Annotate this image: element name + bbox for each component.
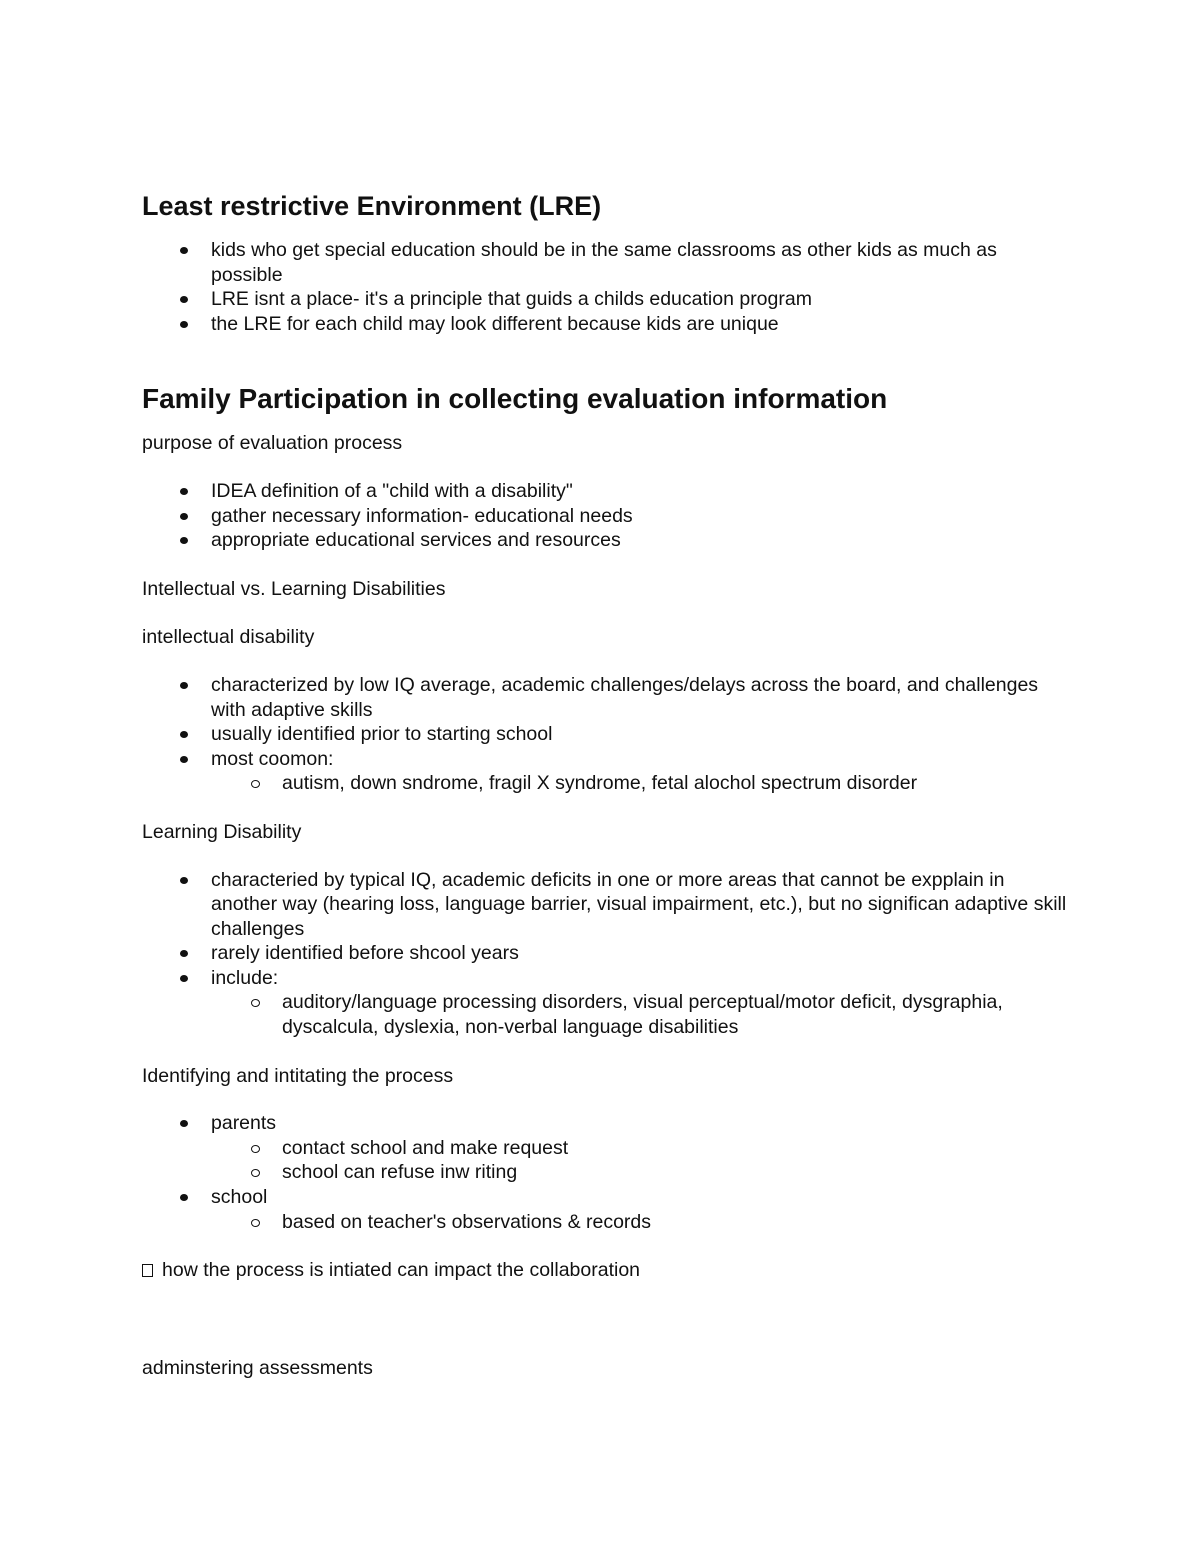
purpose-bullet: IDEA definition of a "child with a disability" <box>142 479 1072 504</box>
purpose-label: purpose of evaluation process <box>142 432 403 455</box>
learning-bullet-list <box>142 868 1072 1040</box>
most-common-label: most coomon: <box>211 747 334 770</box>
lre-bullet: the LRE for each child may look different because kids are unique <box>142 312 1072 337</box>
include-sub-list <box>142 990 1072 1039</box>
school-sub-list <box>142 1210 1072 1235</box>
parents-sub-bullet: school can refuse inw riting <box>211 1160 1072 1185</box>
administering-label: adminstering assessments <box>142 1356 373 1379</box>
intellectual-bullet <box>142 747 1072 796</box>
document-page <box>142 186 1072 1380</box>
intellectual-disability-label: intellectual disability <box>142 626 315 649</box>
blank-line-spacer <box>142 1283 1072 1332</box>
learning-bullet: rarely identified before shcool years <box>142 941 1072 966</box>
intellectual-bullet: characterized by low IQ average, academic challenges/delays across the board, and challenges with adaptive skills <box>142 673 1072 722</box>
school-bullet <box>142 1185 1072 1234</box>
identifying-bullet-list <box>142 1111 1072 1234</box>
parents-sub-list <box>142 1136 1072 1185</box>
checkbox-glyph-icon <box>142 1264 153 1277</box>
impact-note-text: how the process is intiated can impact the collaboration <box>162 1259 641 1282</box>
learning-bullet: characteried by typical IQ, academic deficits in one or more areas that cannot be expplain in another way (hearing loss, language barrier, visual impairment, etc.), but no significan adaptive skill challenges <box>142 868 1072 942</box>
most-common-sub-list <box>142 771 1072 796</box>
family-participation-heading: Family Participation in collecting evaluation information <box>142 383 888 415</box>
school-label: school <box>211 1186 268 1209</box>
parents-sub-bullet: contact school and make request <box>211 1136 1072 1161</box>
school-sub-bullet: based on teacher's observations & records <box>211 1210 1072 1235</box>
purpose-bullet: gather necessary information- educational needs <box>142 504 1072 529</box>
comparison-label: Intellectual vs. Learning Disabilities <box>142 577 446 600</box>
learning-bullet <box>142 966 1072 1040</box>
intellectual-bullet-list <box>142 673 1072 796</box>
parents-bullet <box>142 1111 1072 1185</box>
include-sub-bullet: auditory/language processing disorders, visual perceptual/motor deficit, dysgraphia, dyscalcula, dyslexia, non-verbal language disabilities <box>211 990 1072 1039</box>
lre-heading: Least restrictive Environment (LRE) <box>142 191 602 221</box>
include-label: include: <box>211 966 279 989</box>
intellectual-bullet: usually identified prior to starting school <box>142 722 1072 747</box>
purpose-bullet-list <box>142 479 1072 553</box>
most-common-sub-bullet: autism, down sndrome, fragil X syndrome, fetal alochol spectrum disorder <box>211 771 1072 796</box>
lre-bullet-list <box>142 238 1072 336</box>
lre-bullet: LRE isnt a place- it's a principle that guids a childs education program <box>142 287 1072 312</box>
learning-disability-label: Learning Disability <box>142 820 302 843</box>
impact-note <box>142 1258 1072 1283</box>
parents-label: parents <box>211 1112 277 1135</box>
lre-bullet: kids who get special education should be in the same classrooms as other kids as much as possible <box>142 238 1072 287</box>
purpose-bullet: appropriate educational services and resources <box>142 528 1072 553</box>
identifying-label: Identifying and intitating the process <box>142 1064 454 1087</box>
